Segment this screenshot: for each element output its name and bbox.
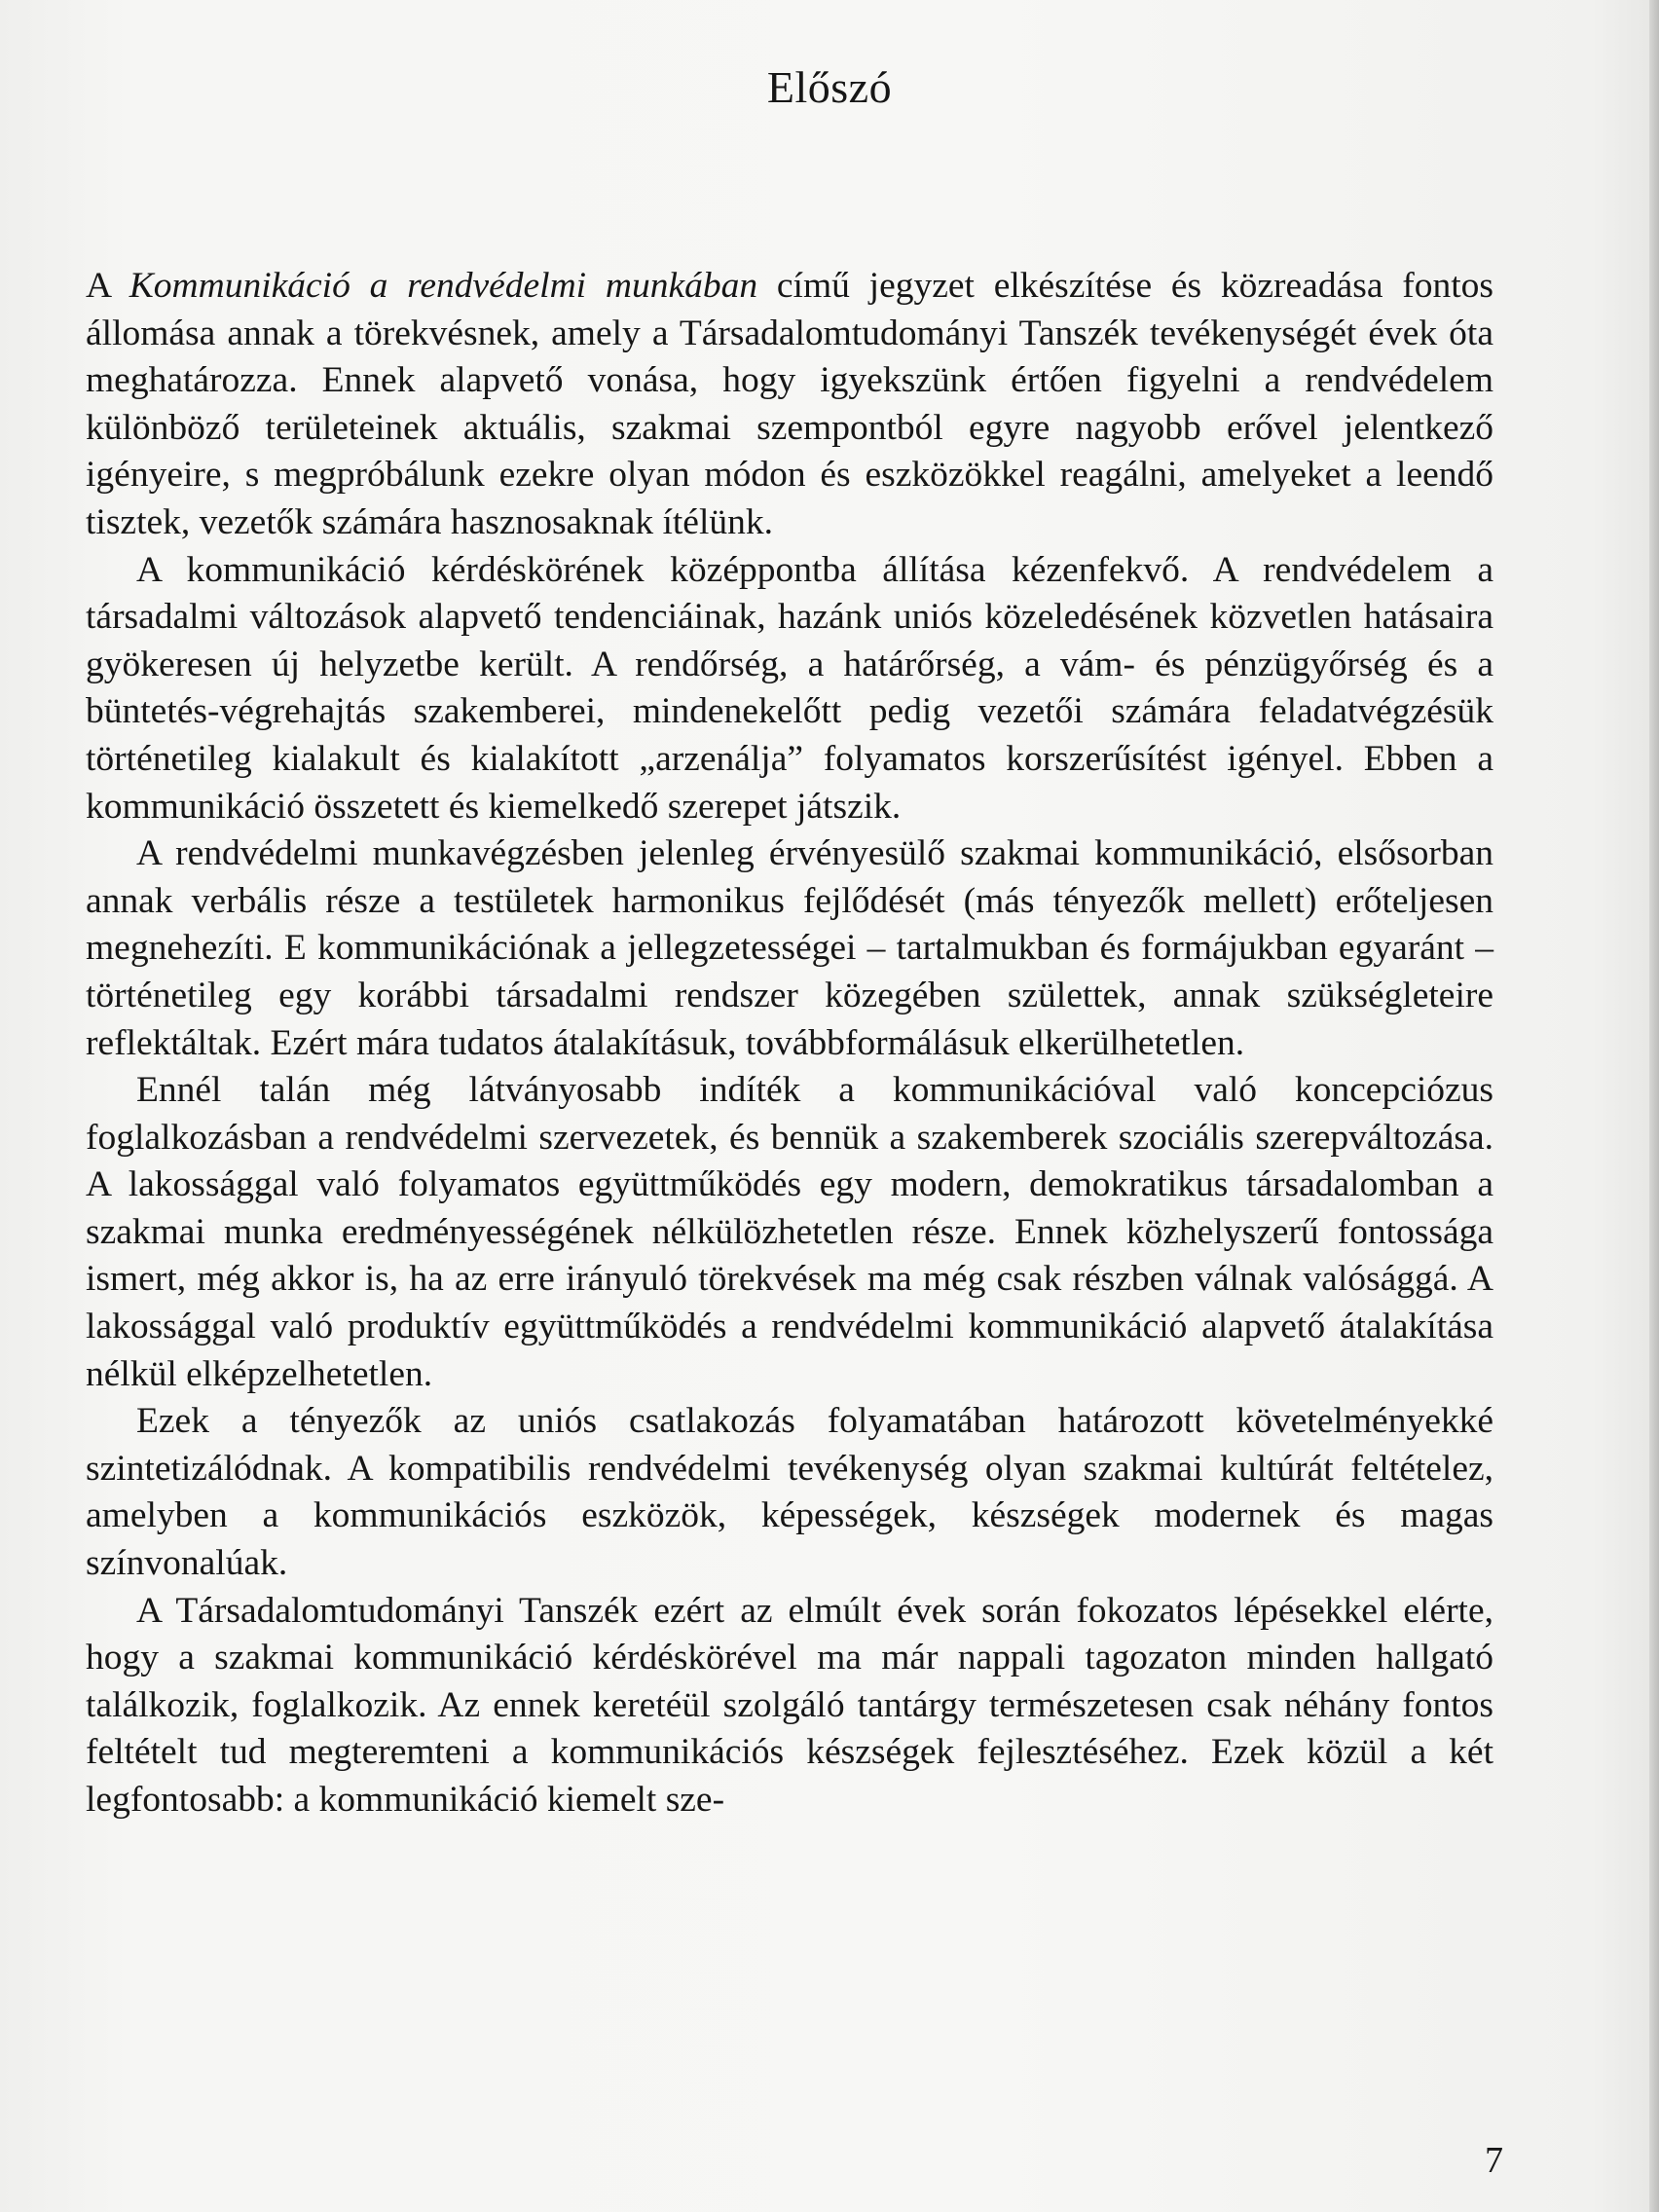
body-text bbox=[86, 263, 1493, 1825]
paragraph-4: Ennél talán még látványosabb indíték a kommunikációval való koncepciózus foglalkozásban a rendvédelmi szervezetek, és bennük a szakemberek szociális szerepváltozása. A lakossággal való folyamatos együttműködés egy modern, demokratikus társadalomban a szakmai munka eredményességének nélkülözhetetlen része. Ennek közhelyszerű fontossága ismert, még akkor is, ha az erre irányuló törekvések ma még csak részben válnak valósággá. A lakossággal való produktív együttműködés a rendvédelmi kommunikáció alapvető átalakítása nélkül elképzelhetetlen. bbox=[86, 1070, 1493, 1394]
paragraph-5: Ezek a tényezők az uniós csatlakozás folyamatában határozott követelményekké szintetizálódnak. A kompatibilis rendvédelmi tevékenység olyan szakmai kultúrát feltételez, amelyben a kommunikációs eszközök, képességek, készségek modernek és magas színvonalúak. bbox=[86, 1401, 1493, 1584]
paragraph-1-lead: A bbox=[86, 266, 129, 306]
book-title-italic: Kommunikáció a rendvédelmi munkában bbox=[129, 266, 758, 306]
page-title: Előszó bbox=[766, 62, 893, 112]
paragraph-1-rest: című jegyzet elkészítése és közreadása fontos állomása annak a törekvésnek, amely a Társadalomtudományi Tanszék tevékenységét évek óta meghatározza. Ennek alapvető vonása, hogy igyekszünk értően figyelni a rendvédelem különböző területeinek aktuális, szakmai szempontból egyre nagyobb erővel jelentkező igényeire, s megpróbálunk ezekre olyan módon és eszközökkel reagálni, amelyeket a leendő tisztek, vezetők számára hasznosaknak ítélünk. bbox=[86, 266, 1493, 542]
page-edge bbox=[1649, 0, 1659, 2212]
paragraph-3: A rendvédelmi munkavégzésben jelenleg érvényesülő szakmai kommunikáció, elsősorban annak verbális része a testületek harmonikus fejlődését (más tényezők mellett) erőteljesen megnehezíti. E kommunikációnak a jellegzetességei – tartalmukban és formájukban egyaránt – történetileg egy korábbi társadalmi rendszer közegében születtek, annak szükségleteire reflektáltak. Ezért mára tudatos átalakításuk, továbbformálásuk elkerülhetetlen. bbox=[86, 833, 1493, 1063]
page-number: 7 bbox=[1485, 2140, 1503, 2181]
paragraph-1 bbox=[86, 263, 1493, 547]
paragraph-2: A kommunikáció kérdéskörének középpontba állítása kézenfekvő. A rendvédelem a társadalmi változások alapvető tendenciáinak, hazánk uniós közeledésének közvetlen hatásaira gyökeresen új helyzetbe került. A rendőrség, a határőrség, a vám- és pénzügyőrség és a büntetés-végrehajtás szakemberei, mindenekelőtt pedig vezetői számára feladatvégzésük történetileg kialakult és kialakított „arzenálja” folyamatos korszerűsítést igényel. Ebben a kommunikáció összetett és kiemelkedő szerepet játszik. bbox=[86, 549, 1493, 827]
paragraph-6: A Társadalomtudományi Tanszék ezért az elmúlt évek során fokozatos lépésekkel elérte, hogy a szakmai kommunikáció kérdéskörével ma már nappali tagozaton minden hallgató találkozik, foglalkozik. Az ennek keretéül szolgáló tantárgy természetesen csak néhány fontos feltételt tud megteremteni a kommunikációs készségek fejlesztéséhez. Ezek közül a két legfontosabb: a kommunikáció kiemelt sze- bbox=[86, 1590, 1493, 1820]
